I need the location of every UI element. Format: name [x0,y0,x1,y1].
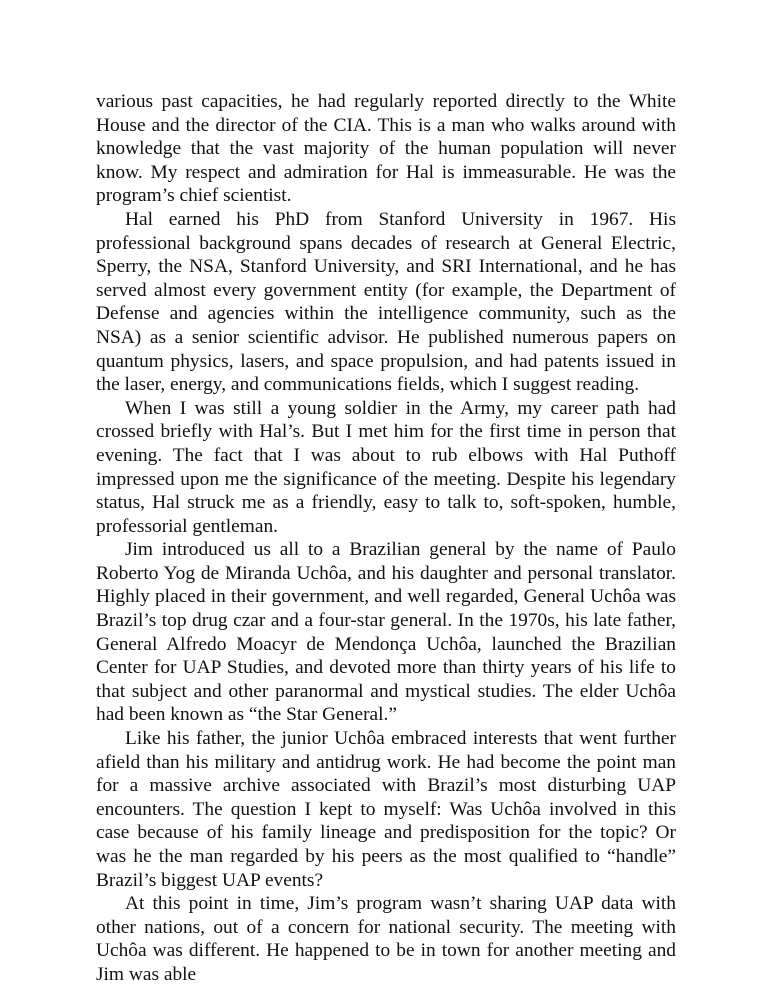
paragraph-2: Hal earned his PhD from Stanford University in 1967. His professional background spans decades of research at General Electric, Sperry, the NSA, Stanford University, and SRI International, and he has served almost every government entity (for example, the Department of Defense and agencies within the intelligence community, such as the NSA) as a senior scientific advisor. He published numerous papers on quantum physics, lasers, and space propulsion, and had patents issued in the laser, energy, and communications fields, which I suggest reading. [96,208,676,396]
paragraph-5: Like his father, the junior Uchôa embraced interests that went further afield than his military and antidrug work. He had become the point man for a massive archive associated with Brazil’s most disturbing UAP encounters. The question I kept to myself: Was Uchôa involved in this case because of his family lineage and predisposition for the topic? Or was he the man regarded by his peers as the most qualified to “handle” Brazil’s biggest UAP events? [96,728,676,891]
paragraph-1: various past capacities, he had regularly reported directly to the White House and the director of the CIA. This is a man who walks around with knowledge that the vast majority of the human population will never know. My respect and admiration for Hal is immeasurable. He was the program’s chief scientist. [96,91,676,207]
page-body [96,90,676,987]
paragraph-4: Jim introduced us all to a Brazilian general by the name of Paulo Roberto Yog de Miranda Uchôa, and his daughter and personal translator. Highly placed in their government, and well regarded, General Uchôa was Brazil’s top drug czar and a four-star general. In the 1970s, his late father, General Alfredo Moacyr de Mendonça Uchôa, launched the Brazilian Center for UAP Studies, and devoted more than thirty years of his life to that subject and other paranormal and mystical studies. The elder Uchôa had been known as “the Star General.” [96,539,676,726]
paragraph-3: When I was still a young soldier in the Army, my career path had crossed briefly with Hal’s. But I met him for the first time in person that evening. The fact that I was about to rub elbows with Hal Puthoff impressed upon me the significance of the meeting. Despite his legendary status, Hal struck me as a friendly, easy to talk to, soft-spoken, humble, professorial gentleman. [96,397,676,537]
paragraph-6: At this point in time, Jim’s program wasn’t sharing UAP data with other nations, out of a concern for national security. The meeting with Uchôa was different. He happened to be in town for another meeting and Jim was able [96,893,676,985]
